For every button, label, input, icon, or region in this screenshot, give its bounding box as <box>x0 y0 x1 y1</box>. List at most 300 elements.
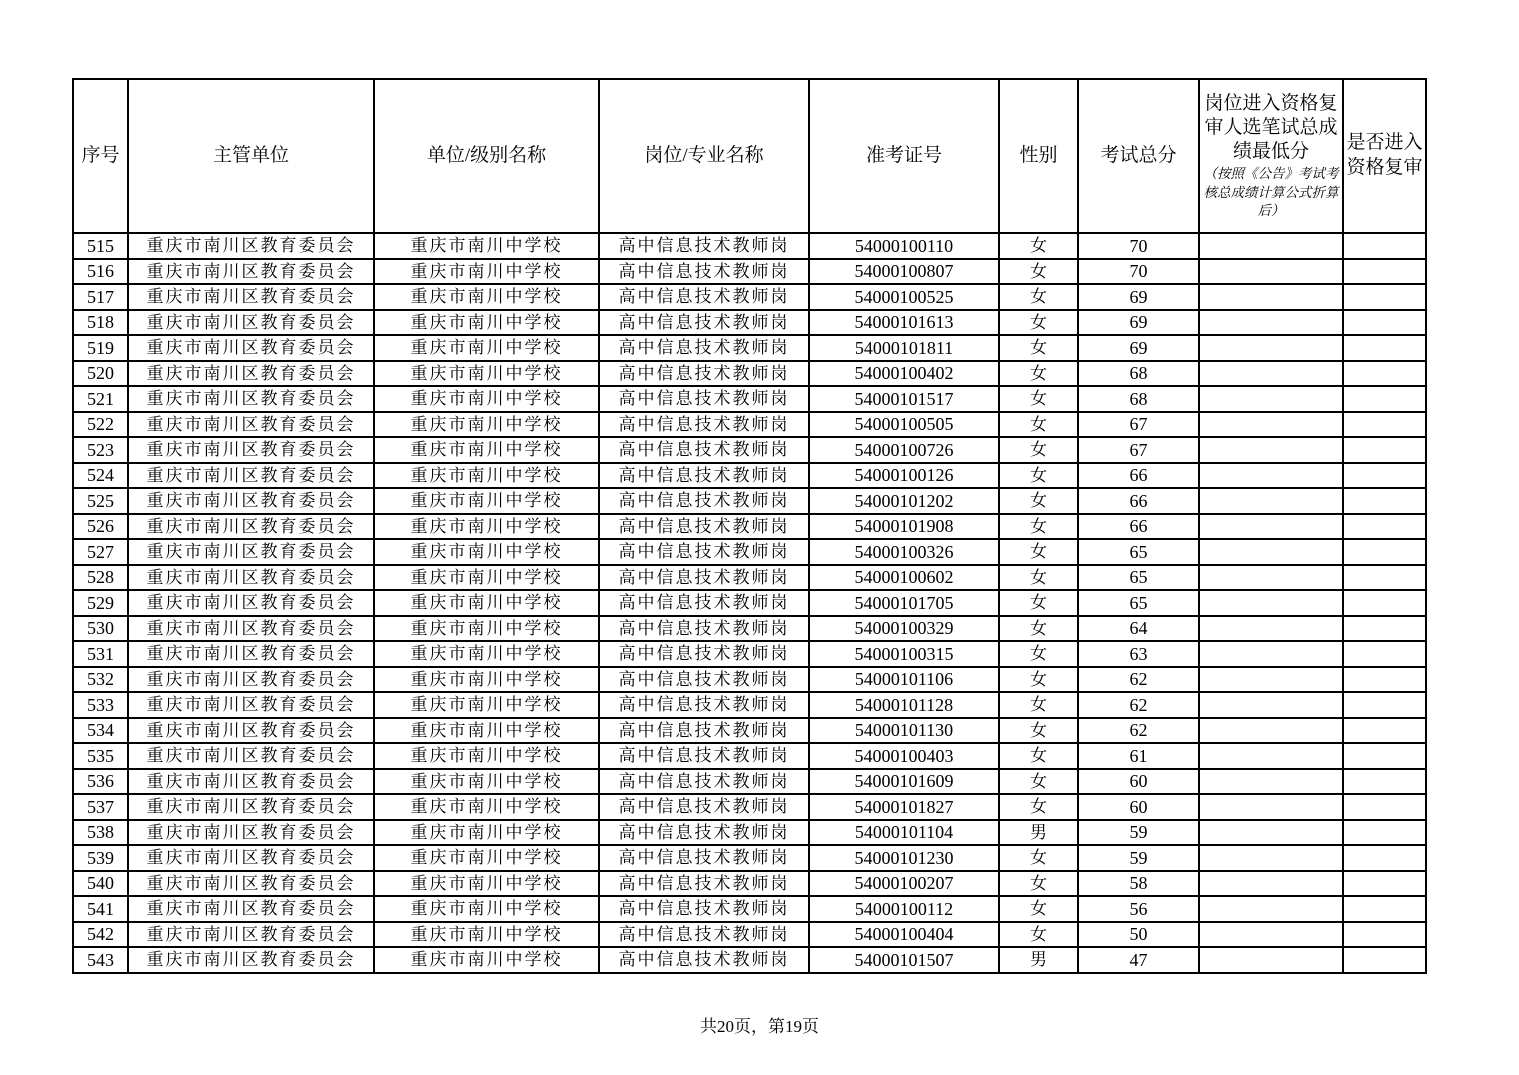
cell-ticket: 54000100505 <box>809 412 999 438</box>
cell-gender: 女 <box>999 386 1078 412</box>
cell-ticket: 54000100602 <box>809 565 999 591</box>
col-header-unit-level-name: 单位/级别名称 <box>374 79 599 233</box>
col-header-enter-review: 是否进入资格复审 <box>1343 79 1426 233</box>
cell-unit: 重庆市南川中学校 <box>374 896 599 922</box>
cell-post: 高中信息技术教师岗 <box>599 718 809 744</box>
cell-org: 重庆市南川区教育委员会 <box>128 284 374 310</box>
table-row <box>73 590 1426 616</box>
cell-ticket: 54000101517 <box>809 386 999 412</box>
cell-gender: 女 <box>999 616 1078 642</box>
cell-score: 47 <box>1078 947 1199 973</box>
cell-ticket: 54000101811 <box>809 335 999 361</box>
table-row <box>73 896 1426 922</box>
cell-org: 重庆市南川区教育委员会 <box>128 769 374 795</box>
cell-post: 高中信息技术教师岗 <box>599 437 809 463</box>
cell-unit: 重庆市南川中学校 <box>374 845 599 871</box>
cell-gender: 女 <box>999 590 1078 616</box>
cell-unit: 重庆市南川中学校 <box>374 233 599 259</box>
table-body <box>73 233 1426 973</box>
cell-gender: 女 <box>999 437 1078 463</box>
cell-post: 高中信息技术教师岗 <box>599 284 809 310</box>
cell-post: 高中信息技术教师岗 <box>599 692 809 718</box>
cell-review <box>1343 412 1426 438</box>
cell-gender: 女 <box>999 871 1078 897</box>
cell-ticket: 54000101613 <box>809 310 999 336</box>
cell-gender: 女 <box>999 565 1078 591</box>
cell-review <box>1343 718 1426 744</box>
cell-serial: 534 <box>73 718 128 744</box>
cell-review <box>1343 692 1426 718</box>
cell-org: 重庆市南川区教育委员会 <box>128 718 374 744</box>
cell-review <box>1343 845 1426 871</box>
cell-unit: 重庆市南川中学校 <box>374 769 599 795</box>
cell-serial: 515 <box>73 233 128 259</box>
cell-score: 50 <box>1078 922 1199 948</box>
cell-score: 58 <box>1078 871 1199 897</box>
cell-min-score <box>1199 386 1343 412</box>
cell-org: 重庆市南川区教育委员会 <box>128 616 374 642</box>
table-row <box>73 743 1426 769</box>
results-table <box>72 78 1427 974</box>
table-row <box>73 233 1426 259</box>
cell-gender: 女 <box>999 233 1078 259</box>
table-row <box>73 463 1426 489</box>
cell-serial: 519 <box>73 335 128 361</box>
cell-gender: 女 <box>999 896 1078 922</box>
cell-review <box>1343 820 1426 846</box>
cell-review <box>1343 871 1426 897</box>
cell-min-score <box>1199 794 1343 820</box>
cell-score: 60 <box>1078 769 1199 795</box>
cell-post: 高中信息技术教师岗 <box>599 820 809 846</box>
cell-serial: 530 <box>73 616 128 642</box>
cell-post: 高中信息技术教师岗 <box>599 259 809 285</box>
cell-ticket: 54000100403 <box>809 743 999 769</box>
cell-min-score <box>1199 845 1343 871</box>
cell-review <box>1343 259 1426 285</box>
table-row <box>73 412 1426 438</box>
cell-review <box>1343 896 1426 922</box>
table-row <box>73 488 1426 514</box>
cell-review <box>1343 310 1426 336</box>
table-row <box>73 284 1426 310</box>
cell-org: 重庆市南川区教育委员会 <box>128 463 374 489</box>
cell-serial: 523 <box>73 437 128 463</box>
cell-ticket: 54000100807 <box>809 259 999 285</box>
col-header-min-score <box>1199 79 1343 233</box>
cell-unit: 重庆市南川中学校 <box>374 514 599 540</box>
cell-post: 高中信息技术教师岗 <box>599 794 809 820</box>
cell-serial: 538 <box>73 820 128 846</box>
cell-org: 重庆市南川区教育委员会 <box>128 692 374 718</box>
cell-score: 60 <box>1078 794 1199 820</box>
cell-ticket: 54000101507 <box>809 947 999 973</box>
cell-org: 重庆市南川区教育委员会 <box>128 871 374 897</box>
cell-serial: 533 <box>73 692 128 718</box>
table-row <box>73 437 1426 463</box>
cell-min-score <box>1199 590 1343 616</box>
cell-review <box>1343 616 1426 642</box>
cell-score: 59 <box>1078 820 1199 846</box>
cell-score: 66 <box>1078 514 1199 540</box>
cell-ticket: 54000100207 <box>809 871 999 897</box>
cell-post: 高中信息技术教师岗 <box>599 641 809 667</box>
cell-gender: 女 <box>999 463 1078 489</box>
cell-post: 高中信息技术教师岗 <box>599 667 809 693</box>
cell-score: 65 <box>1078 539 1199 565</box>
cell-serial: 536 <box>73 769 128 795</box>
cell-gender: 女 <box>999 361 1078 387</box>
cell-post: 高中信息技术教师岗 <box>599 463 809 489</box>
cell-serial: 531 <box>73 641 128 667</box>
cell-unit: 重庆市南川中学校 <box>374 386 599 412</box>
cell-post: 高中信息技术教师岗 <box>599 871 809 897</box>
cell-serial: 537 <box>73 794 128 820</box>
cell-post: 高中信息技术教师岗 <box>599 565 809 591</box>
cell-score: 68 <box>1078 386 1199 412</box>
cell-serial: 532 <box>73 667 128 693</box>
table-row <box>73 820 1426 846</box>
cell-unit: 重庆市南川中学校 <box>374 590 599 616</box>
table-row <box>73 794 1426 820</box>
table-row <box>73 361 1426 387</box>
cell-min-score <box>1199 692 1343 718</box>
cell-score: 62 <box>1078 718 1199 744</box>
cell-ticket: 54000101130 <box>809 718 999 744</box>
cell-review <box>1343 514 1426 540</box>
table-row <box>73 259 1426 285</box>
cell-unit: 重庆市南川中学校 <box>374 565 599 591</box>
cell-serial: 539 <box>73 845 128 871</box>
cell-min-score <box>1199 641 1343 667</box>
cell-unit: 重庆市南川中学校 <box>374 539 599 565</box>
cell-min-score <box>1199 361 1343 387</box>
cell-min-score <box>1199 616 1343 642</box>
cell-score: 59 <box>1078 845 1199 871</box>
cell-org: 重庆市南川区教育委员会 <box>128 259 374 285</box>
cell-post: 高中信息技术教师岗 <box>599 922 809 948</box>
cell-org: 重庆市南川区教育委员会 <box>128 437 374 463</box>
cell-post: 高中信息技术教师岗 <box>599 386 809 412</box>
cell-org: 重庆市南川区教育委员会 <box>128 565 374 591</box>
table-row <box>73 667 1426 693</box>
table-row <box>73 718 1426 744</box>
cell-review <box>1343 488 1426 514</box>
cell-serial: 529 <box>73 590 128 616</box>
cell-serial: 540 <box>73 871 128 897</box>
cell-unit: 重庆市南川中学校 <box>374 718 599 744</box>
cell-gender: 女 <box>999 488 1078 514</box>
cell-score: 67 <box>1078 412 1199 438</box>
cell-score: 70 <box>1078 259 1199 285</box>
cell-org: 重庆市南川区教育委员会 <box>128 845 374 871</box>
cell-score: 66 <box>1078 488 1199 514</box>
cell-ticket: 54000100315 <box>809 641 999 667</box>
cell-review <box>1343 335 1426 361</box>
cell-min-score <box>1199 539 1343 565</box>
cell-score: 69 <box>1078 284 1199 310</box>
cell-post: 高中信息技术教师岗 <box>599 335 809 361</box>
cell-min-score <box>1199 565 1343 591</box>
col-header-min-score-title: 岗位进入资格复审人选笔试总成绩最低分 <box>1204 93 1338 162</box>
cell-serial: 526 <box>73 514 128 540</box>
cell-ticket: 54000100326 <box>809 539 999 565</box>
cell-serial: 518 <box>73 310 128 336</box>
cell-gender: 女 <box>999 259 1078 285</box>
cell-org: 重庆市南川区教育委员会 <box>128 820 374 846</box>
cell-gender: 女 <box>999 922 1078 948</box>
cell-org: 重庆市南川区教育委员会 <box>128 233 374 259</box>
cell-org: 重庆市南川区教育委员会 <box>128 922 374 948</box>
cell-org: 重庆市南川区教育委员会 <box>128 947 374 973</box>
cell-gender: 女 <box>999 539 1078 565</box>
cell-review <box>1343 386 1426 412</box>
cell-post: 高中信息技术教师岗 <box>599 743 809 769</box>
cell-score: 69 <box>1078 335 1199 361</box>
cell-ticket: 54000100126 <box>809 463 999 489</box>
cell-serial: 522 <box>73 412 128 438</box>
cell-org: 重庆市南川区教育委员会 <box>128 488 374 514</box>
cell-gender: 女 <box>999 514 1078 540</box>
cell-ticket: 54000101128 <box>809 692 999 718</box>
cell-min-score <box>1199 743 1343 769</box>
cell-post: 高中信息技术教师岗 <box>599 233 809 259</box>
cell-score: 56 <box>1078 896 1199 922</box>
cell-min-score <box>1199 514 1343 540</box>
table-row <box>73 922 1426 948</box>
cell-unit: 重庆市南川中学校 <box>374 692 599 718</box>
cell-serial: 543 <box>73 947 128 973</box>
cell-gender: 女 <box>999 718 1078 744</box>
cell-ticket: 54000100525 <box>809 284 999 310</box>
cell-unit: 重庆市南川中学校 <box>374 437 599 463</box>
cell-gender: 女 <box>999 641 1078 667</box>
table-row <box>73 616 1426 642</box>
cell-ticket: 54000101705 <box>809 590 999 616</box>
cell-review <box>1343 361 1426 387</box>
cell-ticket: 54000100329 <box>809 616 999 642</box>
cell-gender: 女 <box>999 769 1078 795</box>
cell-org: 重庆市南川区教育委员会 <box>128 794 374 820</box>
cell-post: 高中信息技术教师岗 <box>599 539 809 565</box>
cell-unit: 重庆市南川中学校 <box>374 463 599 489</box>
cell-unit: 重庆市南川中学校 <box>374 259 599 285</box>
cell-unit: 重庆市南川中学校 <box>374 488 599 514</box>
cell-ticket: 54000100110 <box>809 233 999 259</box>
cell-review <box>1343 667 1426 693</box>
cell-org: 重庆市南川区教育委员会 <box>128 361 374 387</box>
cell-min-score <box>1199 310 1343 336</box>
cell-gender: 女 <box>999 335 1078 361</box>
cell-serial: 517 <box>73 284 128 310</box>
cell-ticket: 54000101106 <box>809 667 999 693</box>
cell-gender: 女 <box>999 667 1078 693</box>
cell-min-score <box>1199 412 1343 438</box>
table-row <box>73 692 1426 718</box>
cell-review <box>1343 922 1426 948</box>
cell-ticket: 54000101609 <box>809 769 999 795</box>
cell-score: 64 <box>1078 616 1199 642</box>
cell-min-score <box>1199 284 1343 310</box>
cell-unit: 重庆市南川中学校 <box>374 284 599 310</box>
cell-min-score <box>1199 896 1343 922</box>
cell-unit: 重庆市南川中学校 <box>374 922 599 948</box>
cell-min-score <box>1199 769 1343 795</box>
cell-score: 65 <box>1078 565 1199 591</box>
cell-review <box>1343 590 1426 616</box>
cell-org: 重庆市南川区教育委员会 <box>128 412 374 438</box>
table-row <box>73 769 1426 795</box>
cell-unit: 重庆市南川中学校 <box>374 794 599 820</box>
cell-unit: 重庆市南川中学校 <box>374 361 599 387</box>
cell-ticket: 54000101827 <box>809 794 999 820</box>
cell-ticket: 54000100404 <box>809 922 999 948</box>
cell-review <box>1343 539 1426 565</box>
cell-org: 重庆市南川区教育委员会 <box>128 335 374 361</box>
cell-ticket: 54000101202 <box>809 488 999 514</box>
cell-min-score <box>1199 667 1343 693</box>
cell-org: 重庆市南川区教育委员会 <box>128 514 374 540</box>
cell-score: 63 <box>1078 641 1199 667</box>
cell-serial: 521 <box>73 386 128 412</box>
cell-serial: 541 <box>73 896 128 922</box>
cell-min-score <box>1199 463 1343 489</box>
table-row <box>73 947 1426 973</box>
table-row <box>73 641 1426 667</box>
col-header-ticket-number: 准考证号 <box>809 79 999 233</box>
table-row <box>73 335 1426 361</box>
cell-post: 高中信息技术教师岗 <box>599 616 809 642</box>
cell-post: 高中信息技术教师岗 <box>599 514 809 540</box>
cell-min-score <box>1199 259 1343 285</box>
cell-serial: 524 <box>73 463 128 489</box>
cell-min-score <box>1199 820 1343 846</box>
cell-gender: 女 <box>999 284 1078 310</box>
cell-serial: 525 <box>73 488 128 514</box>
cell-unit: 重庆市南川中学校 <box>374 743 599 769</box>
cell-unit: 重庆市南川中学校 <box>374 412 599 438</box>
cell-min-score <box>1199 718 1343 744</box>
cell-ticket: 54000100112 <box>809 896 999 922</box>
cell-review <box>1343 769 1426 795</box>
cell-org: 重庆市南川区教育委员会 <box>128 667 374 693</box>
cell-review <box>1343 233 1426 259</box>
cell-ticket: 54000101104 <box>809 820 999 846</box>
cell-review <box>1343 947 1426 973</box>
cell-score: 62 <box>1078 667 1199 693</box>
cell-review <box>1343 284 1426 310</box>
cell-score: 65 <box>1078 590 1199 616</box>
cell-serial: 528 <box>73 565 128 591</box>
cell-unit: 重庆市南川中学校 <box>374 947 599 973</box>
page-number: 共20页，第19页 <box>700 1017 819 1036</box>
cell-score: 66 <box>1078 463 1199 489</box>
cell-min-score <box>1199 437 1343 463</box>
cell-ticket: 54000100402 <box>809 361 999 387</box>
cell-review <box>1343 794 1426 820</box>
cell-score: 70 <box>1078 233 1199 259</box>
cell-org: 重庆市南川区教育委员会 <box>128 310 374 336</box>
cell-ticket: 54000100726 <box>809 437 999 463</box>
cell-min-score <box>1199 922 1343 948</box>
cell-gender: 女 <box>999 412 1078 438</box>
cell-unit: 重庆市南川中学校 <box>374 641 599 667</box>
cell-review <box>1343 565 1426 591</box>
cell-min-score <box>1199 335 1343 361</box>
table-row <box>73 565 1426 591</box>
col-header-min-score-note: （按照《公告》考试考核总成绩计算公式折算后） <box>1203 166 1339 218</box>
cell-serial: 542 <box>73 922 128 948</box>
cell-min-score <box>1199 488 1343 514</box>
cell-gender: 女 <box>999 692 1078 718</box>
cell-review <box>1343 463 1426 489</box>
cell-unit: 重庆市南川中学校 <box>374 820 599 846</box>
cell-min-score <box>1199 947 1343 973</box>
cell-post: 高中信息技术教师岗 <box>599 896 809 922</box>
col-header-post-name: 岗位/专业名称 <box>599 79 809 233</box>
cell-post: 高中信息技术教师岗 <box>599 947 809 973</box>
cell-serial: 520 <box>73 361 128 387</box>
col-header-serial: 序号 <box>73 79 128 233</box>
cell-post: 高中信息技术教师岗 <box>599 590 809 616</box>
cell-org: 重庆市南川区教育委员会 <box>128 386 374 412</box>
cell-review <box>1343 641 1426 667</box>
cell-post: 高中信息技术教师岗 <box>599 310 809 336</box>
cell-unit: 重庆市南川中学校 <box>374 335 599 361</box>
cell-gender: 男 <box>999 820 1078 846</box>
cell-org: 重庆市南川区教育委员会 <box>128 641 374 667</box>
cell-serial: 527 <box>73 539 128 565</box>
table-row <box>73 310 1426 336</box>
cell-score: 69 <box>1078 310 1199 336</box>
cell-score: 68 <box>1078 361 1199 387</box>
cell-org: 重庆市南川区教育委员会 <box>128 539 374 565</box>
cell-gender: 男 <box>999 947 1078 973</box>
cell-post: 高中信息技术教师岗 <box>599 845 809 871</box>
cell-gender: 女 <box>999 310 1078 336</box>
cell-post: 高中信息技术教师岗 <box>599 488 809 514</box>
cell-gender: 女 <box>999 743 1078 769</box>
cell-post: 高中信息技术教师岗 <box>599 361 809 387</box>
cell-min-score <box>1199 871 1343 897</box>
cell-review <box>1343 743 1426 769</box>
cell-unit: 重庆市南川中学校 <box>374 310 599 336</box>
col-header-gender: 性别 <box>999 79 1078 233</box>
cell-org: 重庆市南川区教育委员会 <box>128 896 374 922</box>
cell-score: 62 <box>1078 692 1199 718</box>
cell-gender: 女 <box>999 794 1078 820</box>
table-row <box>73 386 1426 412</box>
cell-post: 高中信息技术教师岗 <box>599 412 809 438</box>
cell-score: 61 <box>1078 743 1199 769</box>
cell-serial: 535 <box>73 743 128 769</box>
table-row <box>73 871 1426 897</box>
table-row <box>73 539 1426 565</box>
header-row <box>73 79 1426 233</box>
cell-min-score <box>1199 233 1343 259</box>
cell-gender: 女 <box>999 845 1078 871</box>
cell-unit: 重庆市南川中学校 <box>374 667 599 693</box>
col-header-supervising-unit: 主管单位 <box>128 79 374 233</box>
cell-unit: 重庆市南川中学校 <box>374 616 599 642</box>
cell-serial: 516 <box>73 259 128 285</box>
cell-unit: 重庆市南川中学校 <box>374 871 599 897</box>
table-row <box>73 514 1426 540</box>
cell-post: 高中信息技术教师岗 <box>599 769 809 795</box>
cell-score: 67 <box>1078 437 1199 463</box>
col-header-total-score: 考试总分 <box>1078 79 1199 233</box>
table-row <box>73 845 1426 871</box>
